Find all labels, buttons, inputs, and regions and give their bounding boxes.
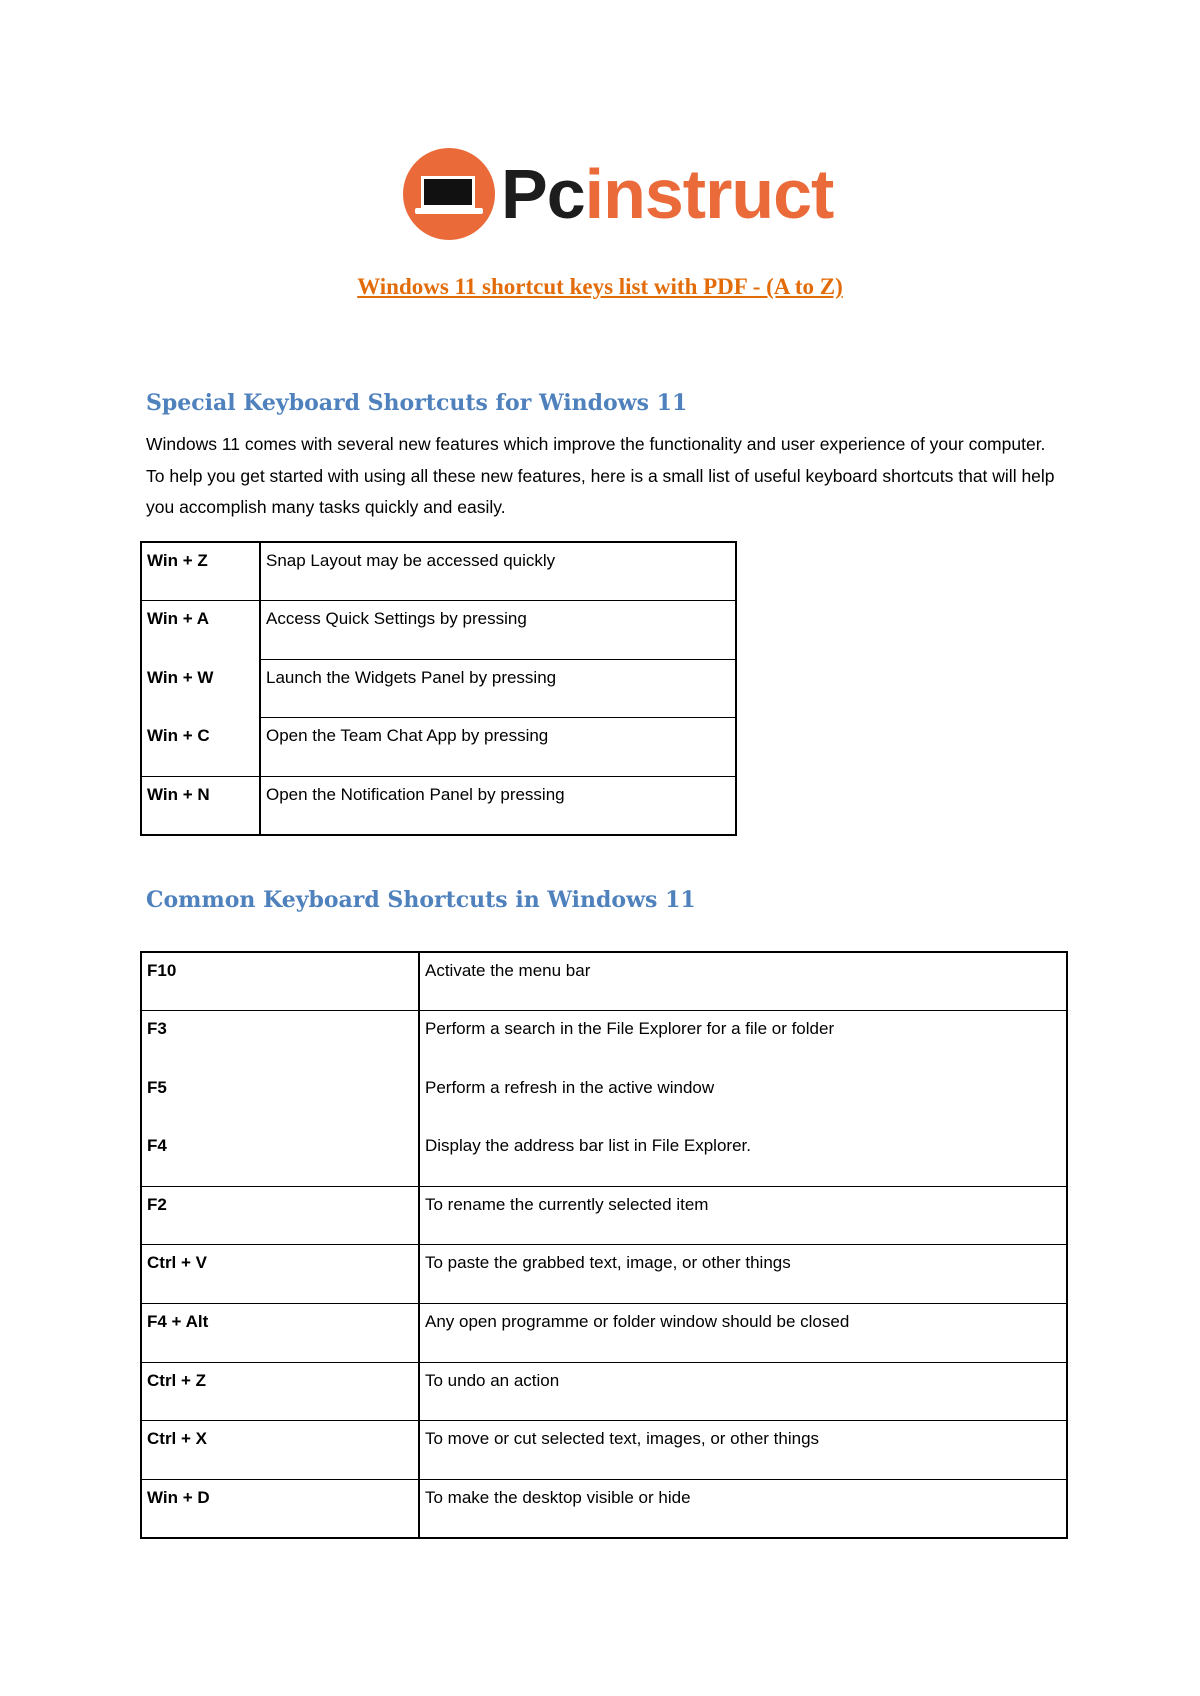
shortcut-description: Any open programme or folder window should be closed <box>419 1304 1067 1363</box>
laptop-base <box>415 208 483 214</box>
document-title[interactable]: Windows 11 shortcut keys list with PDF - (A to Z) <box>357 274 843 299</box>
shortcut-description: Access Quick Settings by pressing <box>260 601 736 660</box>
shortcut-description: Open the Notification Panel by pressing <box>260 776 736 835</box>
table-row <box>141 1245 1067 1304</box>
common-shortcuts-table <box>140 951 1068 1539</box>
shortcut-key: Win + Z <box>141 542 260 601</box>
laptop-icon <box>403 148 495 240</box>
shortcut-key: Win + N <box>141 776 260 835</box>
shortcut-description: Activate the menu bar <box>419 952 1067 1011</box>
shortcut-key: Ctrl + Z <box>141 1362 419 1421</box>
shortcut-key: F4 + Alt <box>141 1304 419 1363</box>
table-row <box>141 1011 1067 1070</box>
table-row <box>141 1421 1067 1480</box>
shortcut-description: Display the address bar list in File Explorer. <box>419 1128 1067 1187</box>
shortcut-key: Win + D <box>141 1479 419 1538</box>
table-row <box>141 1186 1067 1245</box>
table-row <box>141 601 736 660</box>
table-row <box>141 659 736 718</box>
shortcut-key: F10 <box>141 952 419 1011</box>
pcinstruct-logo <box>403 148 834 248</box>
special-intro-paragraph: Windows 11 comes with several new features which improve the functionality and user experience of your computer. To help you get started with using all these new features, here is a small list of useful keyboard shortcuts that will help you accomplish many tasks quickly and easily. <box>146 434 1055 517</box>
shortcut-description: Snap Layout may be accessed quickly <box>260 542 736 601</box>
table-row <box>141 1362 1067 1421</box>
table-row <box>141 718 736 777</box>
shortcut-key: Ctrl + V <box>141 1245 419 1304</box>
table-row <box>141 776 736 835</box>
table-row <box>141 952 1067 1011</box>
shortcut-key: F4 <box>141 1128 419 1187</box>
shortcut-description: Open the Team Chat App by pressing <box>260 718 736 777</box>
shortcut-key: Ctrl + X <box>141 1421 419 1480</box>
shortcut-description: Perform a refresh in the active window <box>419 1069 1067 1128</box>
logo-text-instruct: instruct <box>584 155 834 233</box>
table-row <box>141 1304 1067 1363</box>
shortcut-description: To rename the currently selected item <box>419 1186 1067 1245</box>
shortcut-key: F5 <box>141 1069 419 1128</box>
shortcut-key: Win + C <box>141 718 260 777</box>
shortcut-description: To undo an action <box>419 1362 1067 1421</box>
logo-wordmark <box>501 154 833 234</box>
logo-text-pc: Pc <box>501 155 585 233</box>
table-row <box>141 1128 1067 1187</box>
shortcut-description: Launch the Widgets Panel by pressing <box>260 659 736 718</box>
laptop-screen <box>421 176 475 210</box>
shortcut-key: F2 <box>141 1186 419 1245</box>
special-shortcuts-table <box>140 541 737 836</box>
shortcut-description: To make the desktop visible or hide <box>419 1479 1067 1538</box>
shortcut-key: Win + W <box>141 659 260 718</box>
shortcut-key: F3 <box>141 1011 419 1070</box>
shortcut-key: Win + A <box>141 601 260 660</box>
shortcut-description: To move or cut selected text, images, or other things <box>419 1421 1067 1480</box>
shortcut-description: Perform a search in the File Explorer for a file or folder <box>419 1011 1067 1070</box>
shortcut-description: To paste the grabbed text, image, or other things <box>419 1245 1067 1304</box>
table-row <box>141 1479 1067 1538</box>
common-shortcuts-heading: Common Keyboard Shortcuts in Windows 11 <box>146 887 696 913</box>
special-shortcuts-heading: Special Keyboard Shortcuts for Windows 11 <box>146 390 688 416</box>
table-row <box>141 542 736 601</box>
table-row <box>141 1069 1067 1128</box>
